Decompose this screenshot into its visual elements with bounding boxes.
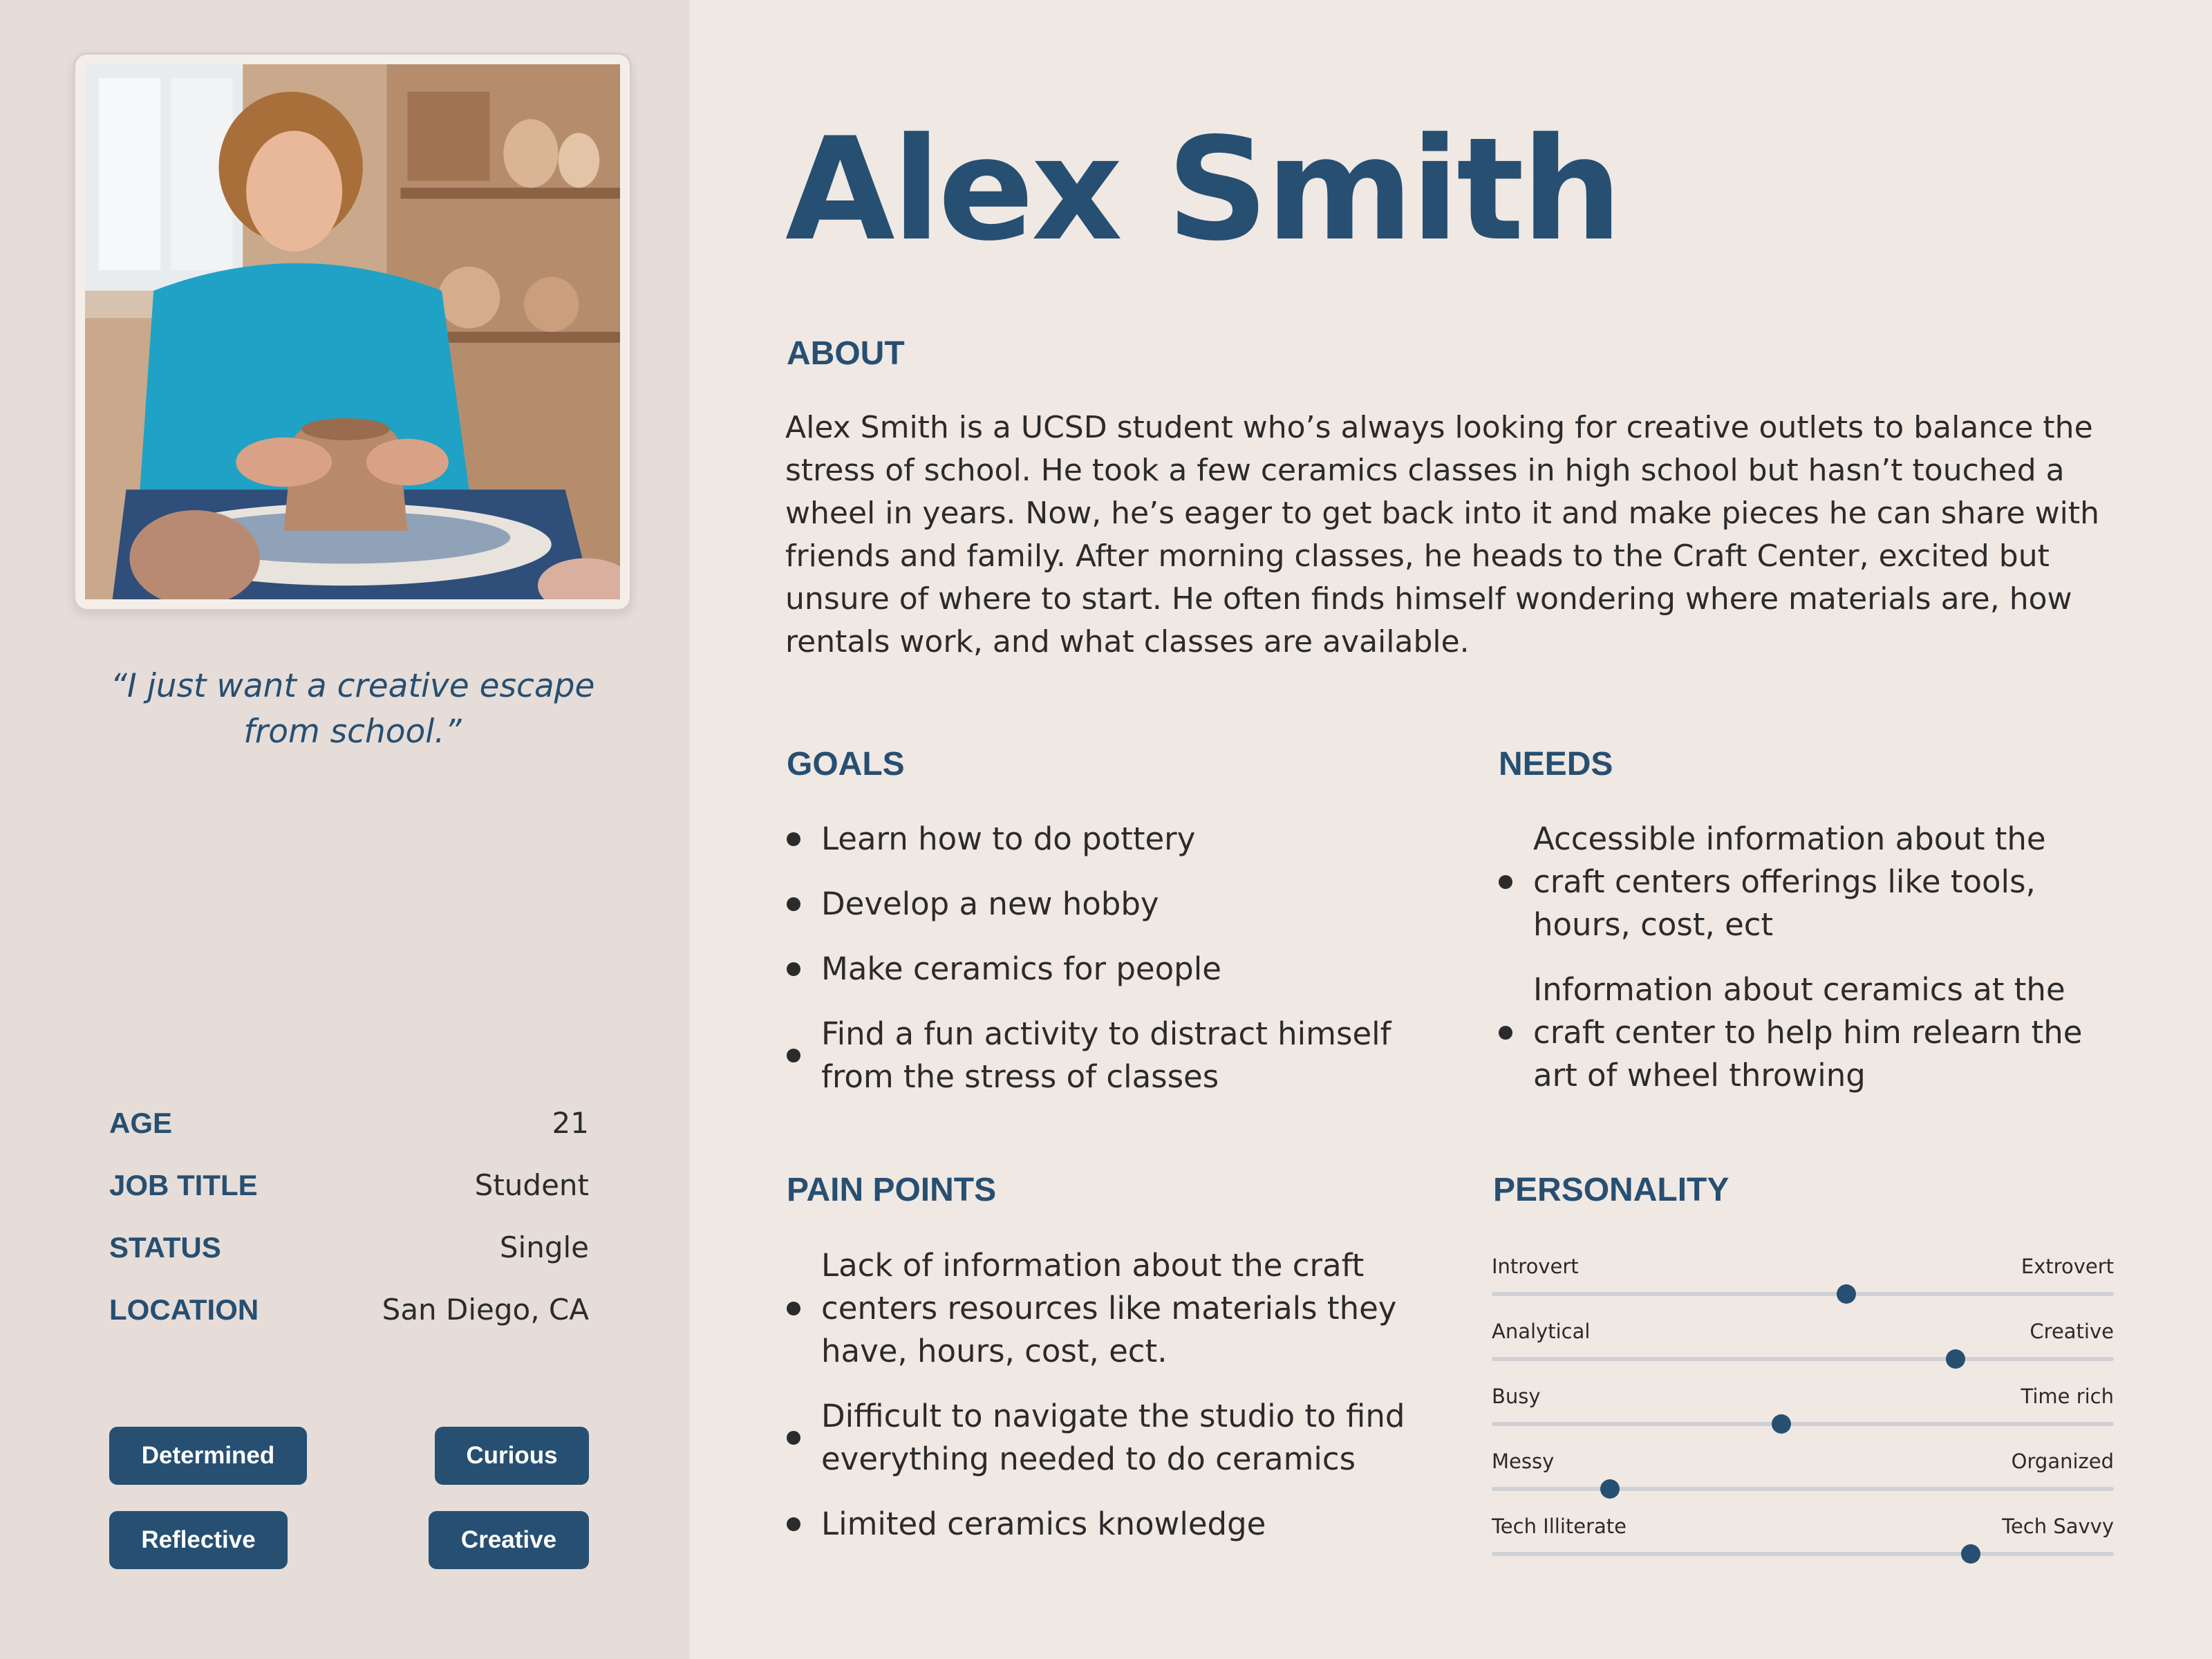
fact-value: 21 bbox=[552, 1106, 589, 1140]
trait-badge-creative: Creative bbox=[429, 1511, 589, 1569]
main-content bbox=[690, 0, 2212, 1659]
needs-list bbox=[1497, 818, 2092, 1119]
slider-left-label: Tech Illiterate bbox=[1492, 1515, 1627, 1538]
slider-thumb bbox=[1772, 1414, 1791, 1434]
slider-labels bbox=[1492, 1382, 2114, 1410]
list-item: Difficult to navigate the studio to find everything needed to do ceramics bbox=[785, 1395, 1421, 1481]
trait-badge-reflective: Reflective bbox=[109, 1511, 288, 1569]
persona-photo bbox=[85, 64, 620, 599]
fact-row-job-title bbox=[109, 1168, 589, 1230]
slider-track bbox=[1492, 1422, 2114, 1426]
slider-thumb bbox=[1837, 1284, 1856, 1304]
fact-value: Single bbox=[499, 1230, 589, 1264]
list-item: Learn how to do pottery bbox=[785, 818, 1407, 861]
pain-points-heading: PAIN POINTS bbox=[787, 1172, 997, 1208]
list-item: Lack of information about the craft centers resources like materials they have, hours, cost, ect. bbox=[785, 1244, 1421, 1373]
slider-track bbox=[1492, 1552, 2114, 1556]
fact-label: AGE bbox=[109, 1107, 173, 1139]
slider-right-label: Extrovert bbox=[2021, 1255, 2114, 1278]
slider-labels bbox=[1492, 1318, 2114, 1345]
personality-sliders bbox=[1492, 1253, 2114, 1577]
slider-labels bbox=[1492, 1447, 2114, 1475]
fact-label: LOCATION bbox=[109, 1293, 259, 1326]
slider-left-label: Messy bbox=[1492, 1450, 1555, 1473]
list-item: Find a fun activity to distract himself from the stress of classes bbox=[785, 1013, 1407, 1098]
fact-label: JOB TITLE bbox=[109, 1169, 258, 1201]
goals-heading: GOALS bbox=[787, 746, 905, 782]
trait-badge-determined: Determined bbox=[109, 1427, 307, 1485]
slider-track bbox=[1492, 1487, 2114, 1491]
slider-thumb bbox=[1946, 1349, 1965, 1369]
slider-tech-illiterate-tech-savvy bbox=[1492, 1512, 2114, 1577]
fact-value: Student bbox=[474, 1168, 589, 1202]
fact-value: San Diego, CA bbox=[382, 1293, 589, 1327]
persona-name: Alex Smith bbox=[785, 108, 1620, 272]
list-item: Limited ceramics knowledge bbox=[785, 1503, 1421, 1546]
persona-quote: “I just want a creative escape from school.” bbox=[110, 667, 595, 751]
trait-badge-curious: Curious bbox=[435, 1427, 589, 1485]
about-text: Alex Smith is a UCSD student who’s always looking for creative outlets to balance the stress of school. He took a few ceramics classes in high school but hasn’t touched a wheel in years. Now, he’s eager to get back into it and make pieces he can share with friends and family. After morning classes, he heads to the Craft Center, excited but unsure of where to start. He often finds himself wondering where materials are, how rentals work, and what classes are available. bbox=[785, 410, 2100, 659]
slider-thumb bbox=[1600, 1479, 1620, 1499]
personality-heading: PERSONALITY bbox=[1493, 1172, 1730, 1208]
sidebar bbox=[0, 0, 690, 1659]
slider-labels bbox=[1492, 1253, 2114, 1280]
persona-photo-frame bbox=[73, 53, 632, 611]
list-item: Information about ceramics at the craft center to help him relearn the art of wheel throwing bbox=[1497, 968, 2092, 1097]
slider-right-label: Tech Savvy bbox=[2002, 1515, 2114, 1538]
slider-left-label: Analytical bbox=[1492, 1320, 1591, 1343]
list-item: Make ceramics for people bbox=[785, 948, 1407, 991]
fact-label: STATUS bbox=[109, 1231, 221, 1264]
slider-labels bbox=[1492, 1512, 2114, 1540]
list-item: Develop a new hobby bbox=[785, 883, 1407, 926]
slider-messy-organized bbox=[1492, 1447, 2114, 1512]
slider-track bbox=[1492, 1292, 2114, 1296]
pain-points-list bbox=[785, 1244, 1421, 1568]
goals-list bbox=[785, 818, 1407, 1121]
fact-row-age bbox=[109, 1106, 589, 1168]
fact-row-location bbox=[109, 1293, 589, 1355]
slider-right-label: Organized bbox=[2011, 1450, 2114, 1473]
slider-busy-time-rich bbox=[1492, 1382, 2114, 1447]
slider-right-label: Creative bbox=[2030, 1320, 2114, 1343]
fact-row-status bbox=[109, 1230, 589, 1293]
list-item: Accessible information about the craft centers offerings like tools, hours, cost, ect bbox=[1497, 818, 2092, 946]
slider-left-label: Busy bbox=[1492, 1385, 1541, 1408]
slider-analytical-creative bbox=[1492, 1318, 2114, 1382]
slider-introvert-extrovert bbox=[1492, 1253, 2114, 1318]
about-heading: ABOUT bbox=[787, 335, 905, 372]
slider-right-label: Time rich bbox=[2021, 1385, 2114, 1408]
slider-thumb bbox=[1961, 1544, 1980, 1564]
persona-photo-illustration bbox=[85, 64, 620, 599]
facts-table bbox=[109, 1106, 589, 1355]
needs-heading: NEEDS bbox=[1499, 746, 1613, 782]
slider-left-label: Introvert bbox=[1492, 1255, 1579, 1278]
slider-track bbox=[1492, 1357, 2114, 1361]
